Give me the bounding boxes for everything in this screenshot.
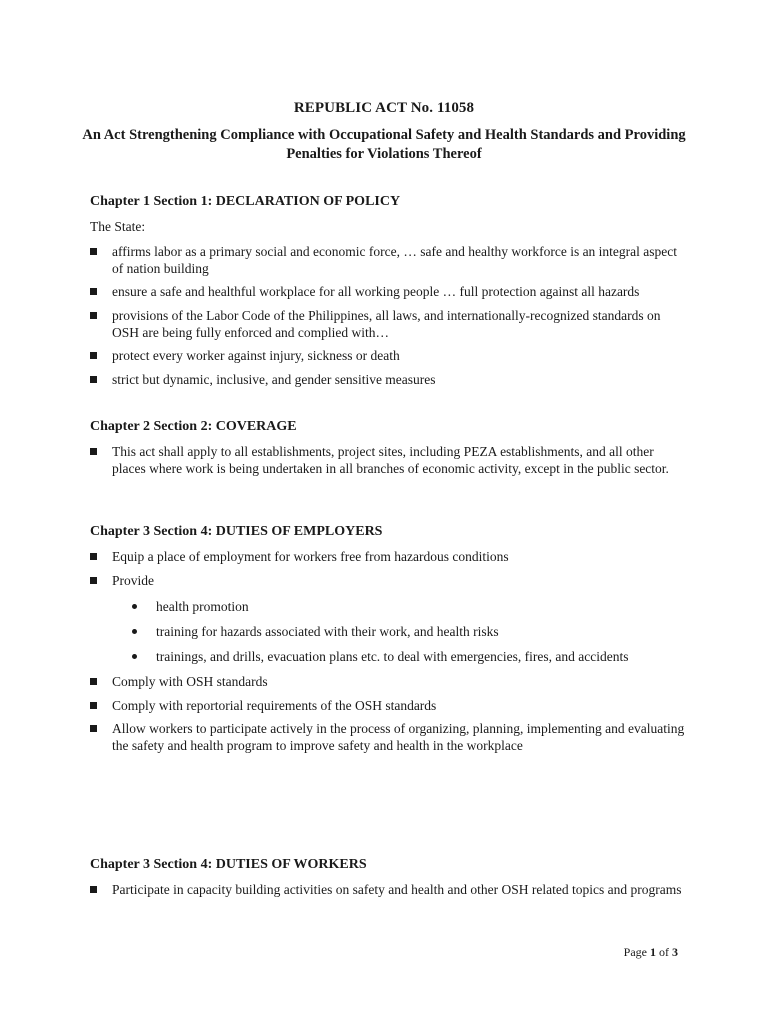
list-item: Allow workers to participate actively in the process of organizing, planning, implementing and evaluating the safety and health program to improve safety and health in the workplace — [90, 720, 690, 754]
document-title: REPUBLIC ACT No. 11058 — [293, 100, 475, 116]
square-bullet-icon — [90, 248, 97, 255]
sub-list-item: health promotion — [132, 598, 692, 615]
list-item: Comply with OSH standards — [90, 673, 690, 690]
document-subtitle: An Act Strengthening Compliance with Occupational Safety and Health Standards and Providing Penalties for Violations Thereof — [82, 127, 686, 162]
chapter2-heading: Chapter 2 Section 2: COVERAGE — [90, 419, 297, 434]
square-bullet-icon — [90, 678, 97, 685]
list-item: Participate in capacity building activities on safety and health and other OSH related topics and programs — [90, 881, 690, 898]
square-bullet-icon — [90, 448, 97, 455]
list-item: This act shall apply to all establishments, project sites, including PEZA establishments, and all other places where work is being undertaken in all branches of economic activity, except in the public sector. — [90, 443, 690, 477]
square-bullet-icon — [90, 702, 97, 709]
list-item: Equip a place of employment for workers free from hazardous conditions — [90, 548, 690, 565]
square-bullet-icon — [90, 312, 97, 319]
list-item: provisions of the Labor Code of the Philippines, all laws, and internationally-recognized standards on OSH are being fully enforced and complied with… — [90, 307, 690, 341]
chapter3-employers-heading: Chapter 3 Section 4: DUTIES OF EMPLOYERS — [90, 524, 383, 539]
chapter1-heading: Chapter 1 Section 1: DECLARATION OF POLICY — [90, 194, 401, 209]
square-bullet-icon — [90, 376, 97, 383]
page-number: Page 1 of 3 — [623, 945, 678, 959]
list-item: affirms labor as a primary social and economic force, … safe and healthy workforce is an integral aspect of nation building — [90, 243, 690, 277]
list-item: strict but dynamic, inclusive, and gender sensitive measures — [90, 371, 690, 388]
round-bullet-icon — [132, 654, 137, 659]
list-item: protect every worker against injury, sickness or death — [90, 347, 690, 364]
chapter1-intro: The State: — [90, 219, 146, 234]
list-item: ensure a safe and healthful workplace for all working people … full protection against all hazards — [90, 283, 690, 300]
list-item: Comply with reportorial requirements of the OSH standards — [90, 697, 690, 714]
round-bullet-icon — [132, 629, 137, 634]
round-bullet-icon — [132, 604, 137, 609]
square-bullet-icon — [90, 553, 97, 560]
list-item: Provide — [90, 572, 690, 589]
square-bullet-icon — [90, 288, 97, 295]
square-bullet-icon — [90, 352, 97, 359]
sub-list-item: training for hazards associated with their work, and health risks — [132, 623, 692, 640]
sub-list-item: trainings, and drills, evacuation plans etc. to deal with emergencies, fires, and accidents — [132, 648, 692, 665]
chapter3-workers-heading: Chapter 3 Section 4: DUTIES OF WORKERS — [90, 857, 367, 872]
square-bullet-icon — [90, 886, 97, 893]
square-bullet-icon — [90, 725, 97, 732]
square-bullet-icon — [90, 577, 97, 584]
